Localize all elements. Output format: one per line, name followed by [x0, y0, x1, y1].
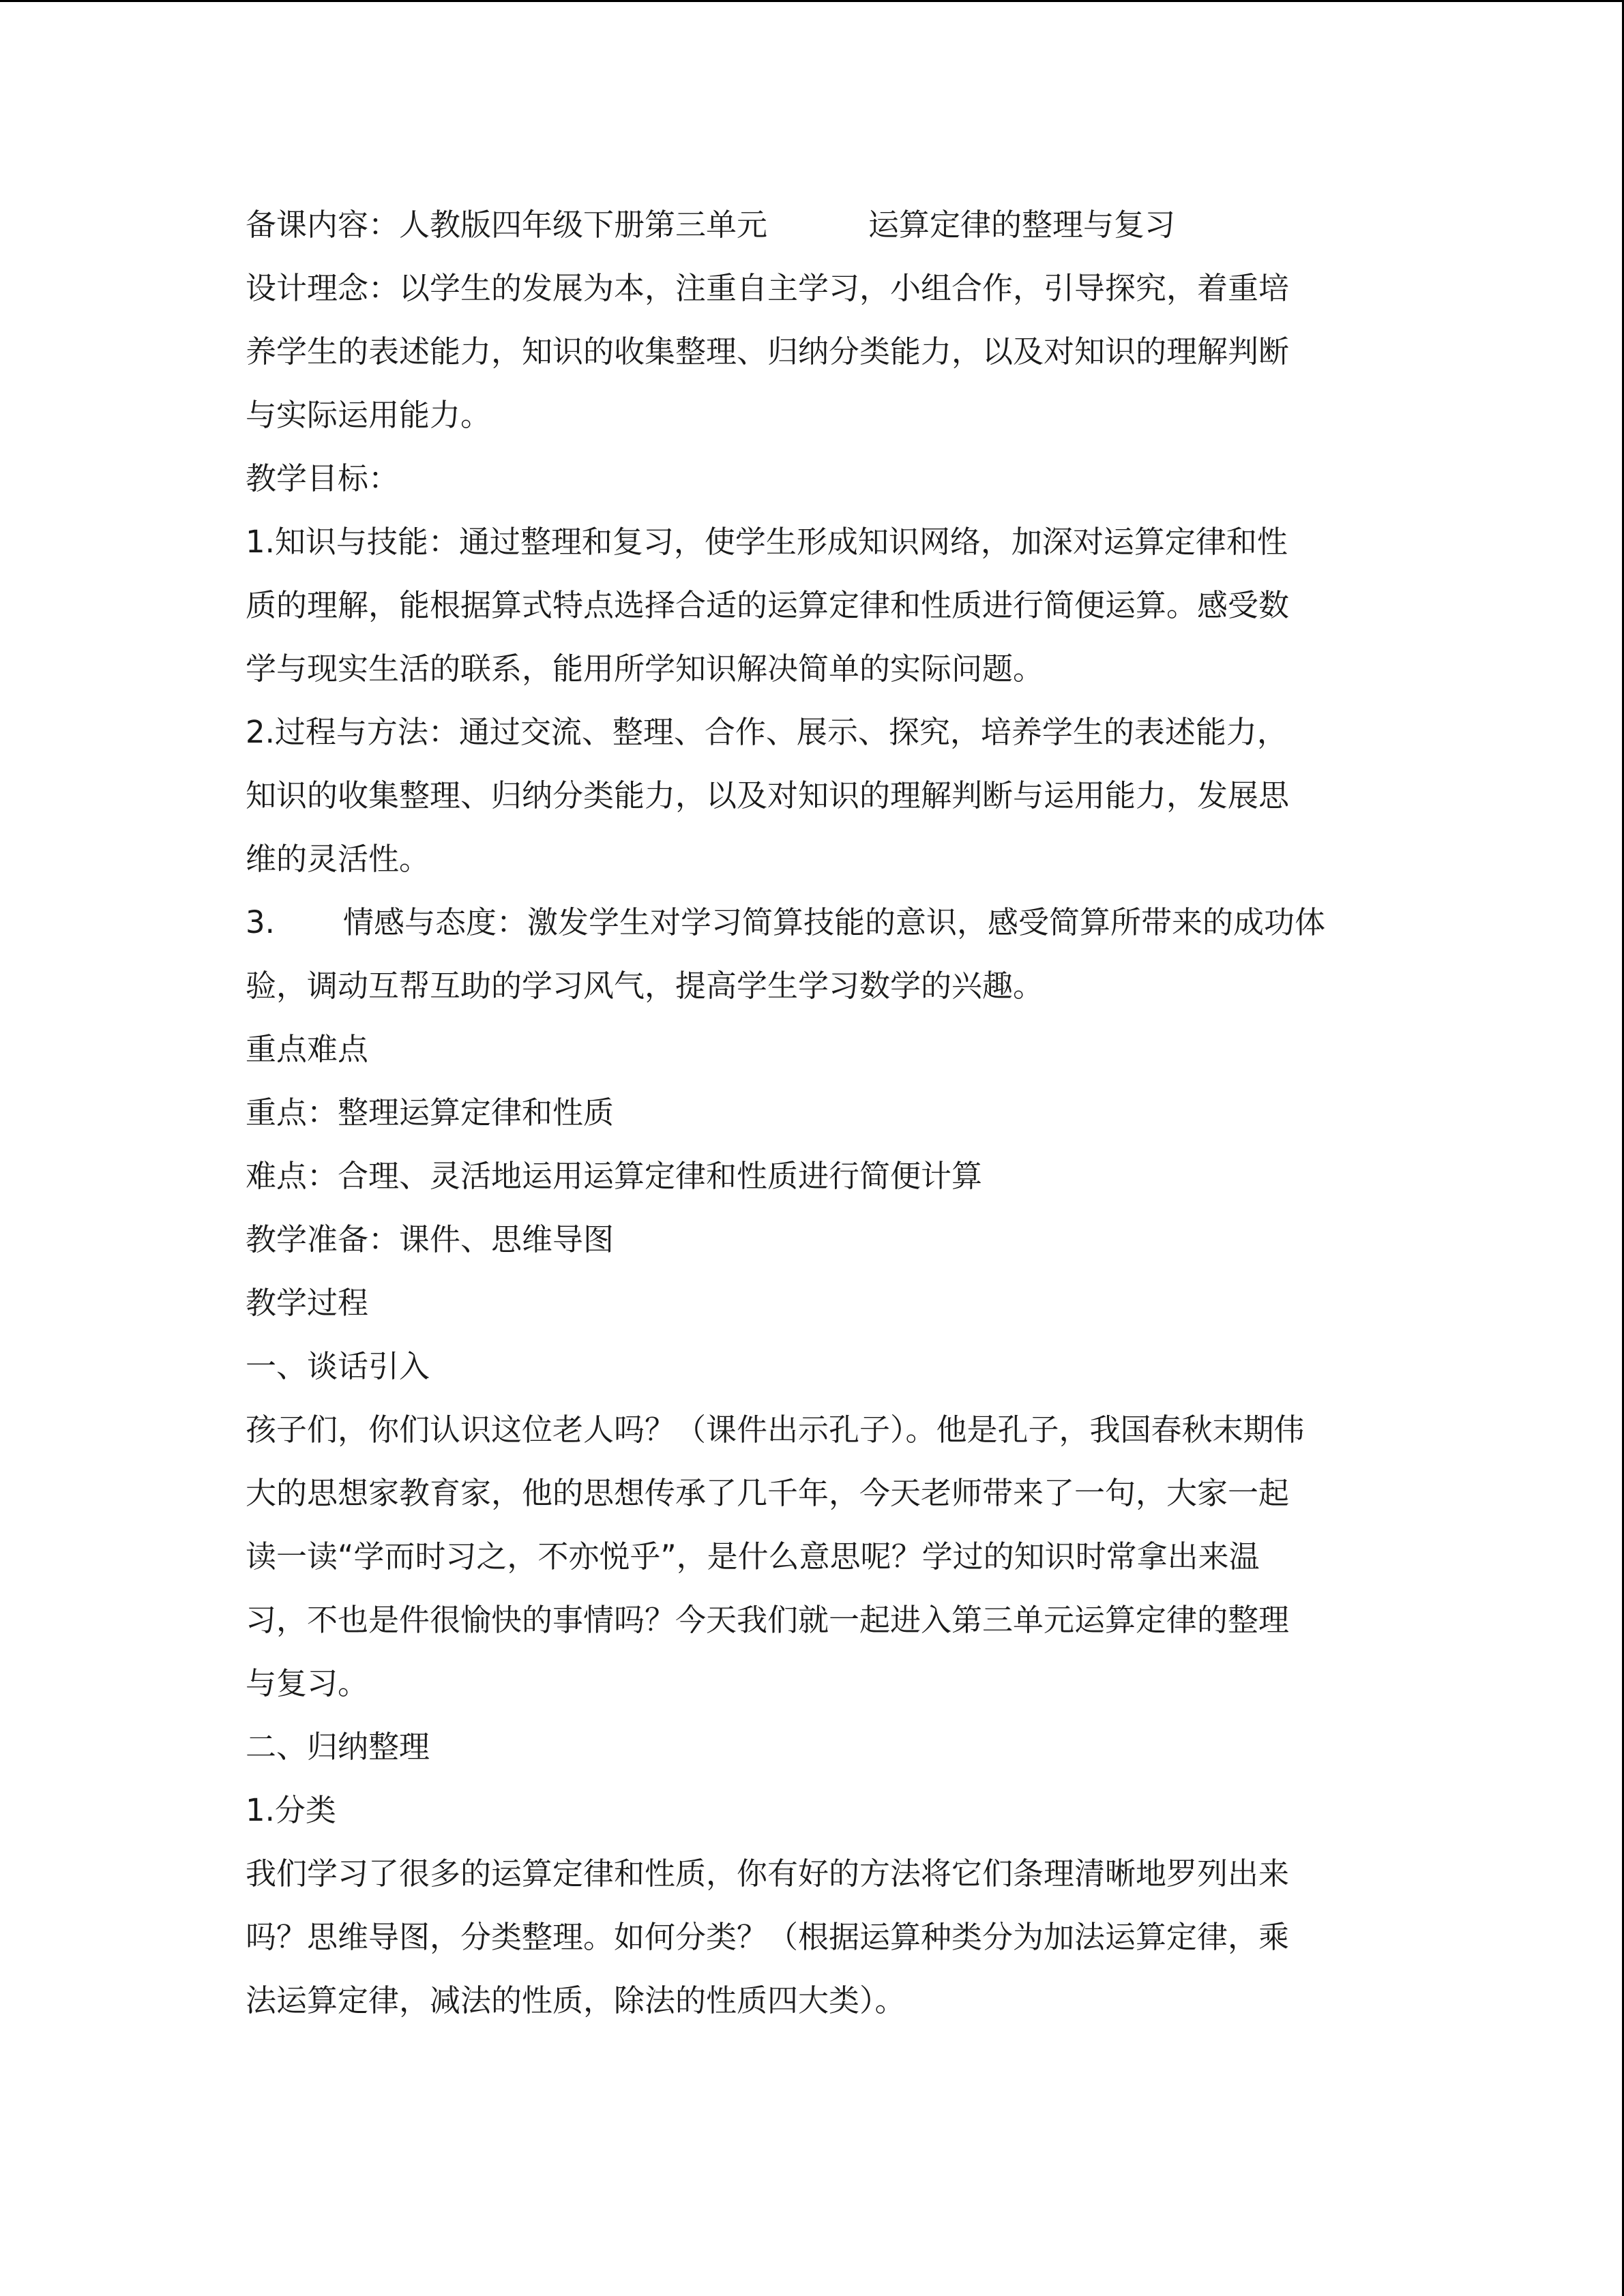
goal-3-line-2: 验，调动互帮互助的学习风气，提高学生学习数学的兴趣。 — [246, 968, 1044, 1004]
goal-2-line-3: 维的灵活性。 — [246, 841, 430, 877]
difficult-point: 难点：合理、灵活地运用运算定律和性质进行简便计算 — [246, 1158, 983, 1194]
teaching-process-heading: 教学过程 — [246, 1285, 369, 1321]
goal-1-line-3: 学与现实生活的联系，能用所学知识解决简单的实际问题。 — [246, 651, 1044, 687]
goal-2-line-2: 知识的收集整理、归纳分类能力，以及对知识的理解判断与运用能力，发展思 — [246, 777, 1290, 814]
section-1-line-1: 孩子们，你们认识这位老人吗？（课件出示孔子）。他是孔子，我国春秋末期伟 — [246, 1412, 1305, 1448]
goal-2-line-1: 2.过程与方法：通过交流、整理、合作、展示、探究，培养学生的表述能力， — [246, 714, 1288, 750]
section-2-heading: 二、归纳整理 — [246, 1729, 430, 1765]
lesson-header — [246, 205, 1175, 245]
goal-1-line-1: 1.知识与技能：通过整理和复习，使学生形成知识网络，加深对运算定律和性 — [246, 524, 1288, 560]
goal-1-line-2: 质的理解，能根据算式特点选择合适的运算定律和性质进行简便运算。感受数 — [246, 587, 1290, 623]
section-1-line-2: 大的思想家教育家，他的思想传承了几千年，今天老师带来了一句，大家一起 — [246, 1475, 1290, 1511]
subsection-1-line-1: 我们学习了很多的运算定律和性质，你有好的方法将它们条理清晰地罗列出来 — [246, 1855, 1290, 1892]
page-border-top — [0, 0, 1624, 2]
goal-3-line-1 — [246, 902, 1325, 943]
subsection-1-line-2: 吗？思维导图，分类整理。如何分类？（根据运算种类分为加法运算定律，乘 — [246, 1919, 1290, 1955]
goal-3-number: 3. — [246, 904, 275, 940]
section-1-line-5: 与复习。 — [246, 1665, 369, 1701]
subsection-1-line-3: 法运算定律，减法的性质，除法的性质四大类）。 — [246, 1982, 906, 2018]
key-points-heading: 重点难点 — [246, 1031, 369, 1067]
section-1-heading: 一、谈话引入 — [246, 1348, 430, 1384]
section-1-line-4: 习，不也是件很愉快的事情吗？今天我们就一起进入第三单元运算定律的整理 — [246, 1602, 1290, 1638]
lesson-topic: 运算定律的整理与复习 — [868, 207, 1176, 243]
goals-heading: 教学目标： — [246, 460, 400, 496]
goal-3-text: 情感与态度：激发学生对学习简算技能的意识，感受简算所带来的成功体 — [342, 904, 1325, 940]
design-concept-line-3: 与实际运用能力。 — [246, 397, 492, 433]
design-concept-line-1: 设计理念：以学生的发展为本，注重自主学习，小组合作，引导探究，着重培 — [246, 270, 1290, 306]
subsection-1-heading: 1.分类 — [246, 1792, 336, 1828]
teaching-preparation: 教学准备：课件、思维导图 — [246, 1221, 615, 1257]
section-1-line-3: 读一读“学而时习之，不亦悦乎”，是什么意思呢？学过的知识时常拿出来温 — [246, 1538, 1260, 1575]
key-point: 重点：整理运算定律和性质 — [246, 1094, 615, 1131]
lesson-content-label: 备课内容：人教版四年级下册第三单元 — [246, 207, 768, 243]
design-concept-line-2: 养学生的表述能力，知识的收集整理、归纳分类能力，以及对知识的理解判断 — [246, 333, 1290, 370]
